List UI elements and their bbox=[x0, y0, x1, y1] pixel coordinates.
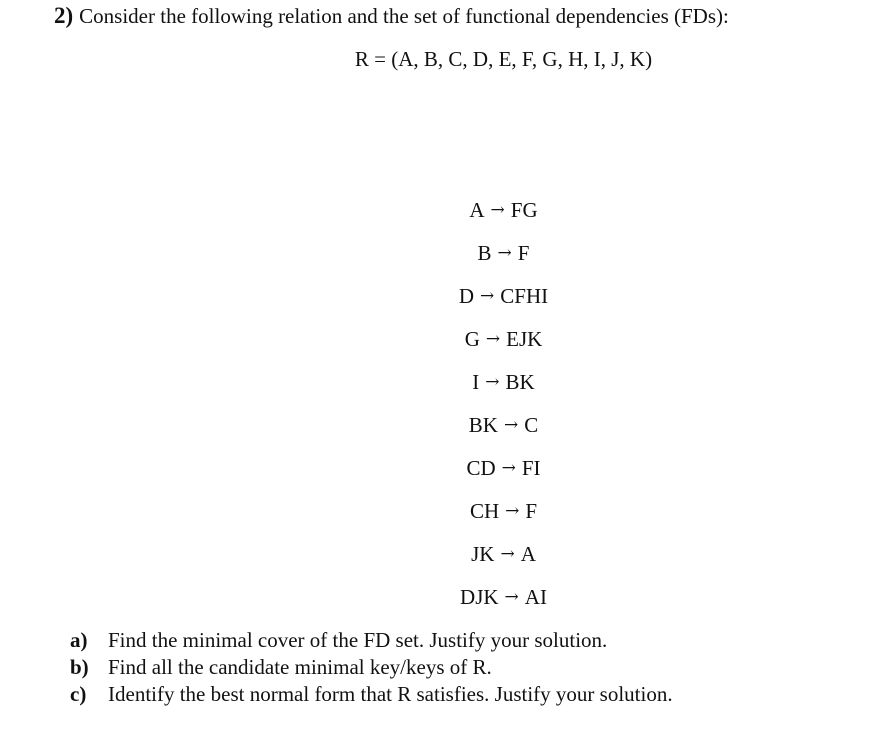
fd-lhs: I bbox=[472, 370, 480, 394]
question-part bbox=[70, 681, 673, 708]
fd-item bbox=[0, 585, 896, 610]
fd-rhs: F bbox=[525, 499, 538, 523]
fd-item bbox=[0, 542, 896, 567]
part-text: Find the minimal cover of the FD set. Justify your solution. bbox=[108, 628, 608, 652]
question-header bbox=[54, 3, 729, 29]
fd-lhs: G bbox=[464, 327, 480, 351]
fd-rhs: A bbox=[520, 542, 536, 566]
right-arrow-icon: → bbox=[503, 415, 519, 435]
right-arrow-icon: → bbox=[485, 372, 500, 392]
fd-item bbox=[0, 456, 896, 481]
fd-lhs: BK bbox=[468, 413, 498, 437]
fd-lhs: JK bbox=[471, 542, 495, 566]
fd-lhs: DJK bbox=[460, 585, 499, 609]
fd-rhs: F bbox=[517, 241, 530, 265]
question-number: 2) bbox=[54, 3, 74, 28]
question-prompt: Consider the following relation and the set of functional dependencies (FDs): bbox=[79, 4, 729, 28]
right-arrow-icon: → bbox=[500, 544, 515, 564]
fd-item bbox=[0, 370, 896, 395]
fd-item bbox=[0, 198, 896, 223]
fd-item bbox=[0, 413, 896, 438]
question-part bbox=[70, 654, 673, 681]
fd-rhs: C bbox=[524, 413, 539, 437]
fd-rhs: CFHI bbox=[500, 284, 549, 308]
fd-rhs: FI bbox=[521, 456, 541, 480]
question-parts bbox=[70, 627, 673, 708]
fd-rhs: FG bbox=[510, 198, 538, 222]
question-part bbox=[70, 627, 673, 654]
right-arrow-icon: → bbox=[504, 587, 519, 607]
fd-lhs: CH bbox=[469, 499, 500, 523]
right-arrow-icon: → bbox=[497, 243, 512, 263]
part-letter: a) bbox=[70, 628, 88, 652]
right-arrow-icon: → bbox=[501, 458, 516, 478]
fd-lhs: B bbox=[477, 241, 492, 265]
fd-rhs: BK bbox=[505, 370, 535, 394]
right-arrow-icon: → bbox=[505, 501, 520, 521]
fd-item bbox=[0, 284, 896, 309]
part-text: Identify the best normal form that R satisfies. Justify your solution. bbox=[108, 682, 673, 706]
relation-schema: R = (A, B, C, D, E, F, G, H, I, J, K) bbox=[354, 47, 653, 71]
right-arrow-icon: → bbox=[490, 200, 505, 220]
fd-lhs: CD bbox=[466, 456, 496, 480]
fd-item bbox=[0, 241, 896, 266]
part-text: Find all the candidate minimal key/keys of R. bbox=[108, 655, 492, 679]
part-letter: c) bbox=[70, 682, 87, 706]
fd-item bbox=[0, 499, 896, 524]
fd-item bbox=[0, 327, 896, 352]
right-arrow-icon: → bbox=[485, 329, 501, 349]
fd-lhs: D bbox=[458, 284, 475, 308]
fd-rhs: EJK bbox=[506, 327, 543, 351]
fd-rhs: AI bbox=[524, 585, 547, 609]
fd-lhs: A bbox=[469, 198, 485, 222]
right-arrow-icon: → bbox=[480, 286, 495, 306]
part-letter: b) bbox=[70, 655, 89, 679]
